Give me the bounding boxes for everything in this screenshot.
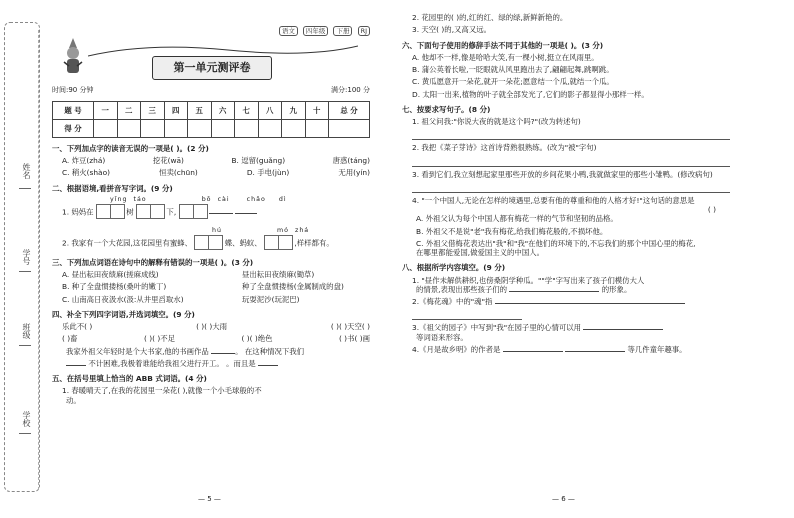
question-text: 蝶、蚂蚁、 [224,238,262,248]
score-input[interactable] [94,119,118,137]
cut-line [38,30,39,490]
option[interactable]: A. 炸豆(zhá) [62,156,106,165]
option[interactable]: B. 外祖父不是说"老"我有梅花,给我们梅花般的,不损坏他。 [416,226,608,236]
option[interactable]: A. 昼出耘田夜绩麻(搓麻成线) [62,270,159,280]
question-8-3 [402,323,730,332]
full-score: 满分:100 分 [331,86,370,94]
answer-blank[interactable] [503,351,563,352]
section-4-title: 四、补全下列四字词语,并选词填空。(9 分) [52,309,195,319]
left-page [52,10,370,510]
pinyin: dì [278,195,287,203]
option[interactable]: 恒卖(chūn) [159,168,198,178]
time-limit: 时间:90 分钟 [52,86,94,94]
name-line [19,188,31,189]
mascot-icon [60,36,86,76]
option[interactable]: 无用(yín) [338,168,370,178]
word-blank[interactable]: ( )( )天空( ) [330,322,370,332]
student-no-line [19,271,31,272]
sentence-text: 不计困难,我极着谁能给我祖父进行开工。 [88,358,224,368]
option[interactable]: B. 种了全盘惯搂杨(桑叶的嫩丁) [62,282,167,292]
option[interactable]: 种了全盘惯搂杨(金属制成的盘) [242,282,344,292]
question-text: 1. 妈妈在 [62,207,94,217]
sentence-text: 。而且是 [226,358,256,368]
question-7-2: 2. 我把《菜子芽诗》这首诗背熟很熟练。(改为"被"字句) [412,143,597,153]
page-number: — 5 — [198,495,221,504]
option[interactable]: C. 稍火(shào) [62,168,110,178]
score-input[interactable] [188,119,212,137]
answer-line[interactable] [412,181,730,193]
page-number: — 6 — [552,495,575,504]
answer-blank[interactable] [66,365,86,366]
pinyin: mó [277,226,289,234]
score-cell: 二 [117,101,141,119]
school-label: 学校 [22,411,31,427]
exam-meta [52,86,370,95]
student-no-label: 学号 [22,249,31,265]
section-3-title: 三、下列加点词语在诗句中的解释有错误的一项是( )。(3 分) [52,257,254,267]
pinyin: chǎo [246,195,266,203]
answer-blank[interactable] [258,365,278,366]
question-text: 等几件童年趣事。 [627,344,687,354]
pinyin: hú [212,226,222,234]
question-2-2 [52,235,370,252]
char-grid[interactable] [194,235,222,252]
answer-line[interactable] [412,308,522,320]
option[interactable]: B. 逗留(guǎng) [231,156,286,165]
word-row [52,322,370,331]
answer-blank[interactable] [235,213,257,214]
question-text: 的形象。 [601,284,632,294]
score-cell: 六 [211,101,235,119]
option[interactable]: B. 蒲公英着长啦,一眨眼就从风里跑出去了,翩翩起舞,跳啊跳。 [412,65,614,74]
score-cell: 四 [164,101,188,119]
question-text: 2.《梅花魂》中的"魂"指 [412,297,493,306]
option-row [52,168,370,177]
grade-tags [276,26,370,36]
answer-line[interactable] [412,155,730,167]
exam-header [52,10,370,82]
option[interactable]: 挖花(wā) [152,156,184,165]
page-title: 第一单元测评卷 [152,56,272,80]
score-cell: 五 [188,101,212,119]
score-value-row [53,119,370,137]
answer-blank[interactable] [565,351,625,352]
question-7-4: 4. "一个中国人,无论在怎样的境遇里,总要有他的尊重和他的人格才好!"这句话的意思是 [412,195,695,205]
binding-margin [4,22,40,492]
fill-sentence [52,347,370,356]
score-cell: 题 号 [53,101,94,119]
word-row [52,334,370,343]
question-5-1-cont: 动。 [66,395,81,405]
sentence-text: 在这种情况下我们 [244,346,305,356]
pinyin: cài [217,195,230,203]
sentence-text: 。 [235,346,243,356]
score-input[interactable] [117,119,141,137]
score-input[interactable] [282,119,306,137]
option[interactable]: 昼出耘田夜绩麻(锄草) [242,270,315,280]
question-text: ,样样都有。 [294,238,334,248]
question-5-3: 3. 天空( )的,又高又远。 [412,25,491,35]
pinyin-row [52,196,370,204]
section-1-title: 一、下列加点字的读音无误的一项是( )。(2 分) [52,143,209,153]
answer-blank[interactable] [583,329,663,330]
word-blank[interactable]: ( )( )绝色 [241,334,273,344]
option[interactable]: D. 太阳一出来,植物的叶子就全部发光了,它们的影子都显得小那样一样。 [412,89,649,99]
question-8-3-cont: 等词语来形容。 [416,332,468,342]
answer-paren[interactable]: ( ) [707,205,716,214]
class-label: 班级 [22,323,31,339]
score-cell: 一 [94,101,118,119]
option[interactable]: C. 山南高日夜汲水(汲:从井里舀取水) [62,294,184,304]
question-8-4 [402,345,730,354]
right-page [402,10,730,510]
grade-tag: 语文 [279,26,298,36]
score-cell: 三 [141,101,165,119]
name-label: 姓名 [22,163,31,179]
question-text: 4.《月是故乡明》的作者是 [412,344,501,354]
score-input[interactable] [164,119,188,137]
question-text: 树 [126,207,134,217]
score-input[interactable] [258,119,282,137]
question-text: 3.《祖父的园子》中写到"我"在园子里的心情可以用 [412,323,582,333]
option-row [52,156,370,165]
pinyin: bō [201,195,212,203]
question-text: 2. 我家有一个大花园,这花园里有蜜蜂、 [62,238,193,248]
answer-blank[interactable] [509,291,599,292]
grade-tag: 下册 [333,26,352,36]
word-blank[interactable]: ( )书( )画 [338,334,370,344]
option-cont: 在哪里都能爱国,做爱国主义的中国人。 [416,248,544,257]
score-cell: 九 [282,101,306,119]
option[interactable]: C. 外祖父借梅花表达出"我"和"我"在他们的环境下的,不忘我们的那个中国心里的梅花, [416,238,696,248]
char-grid[interactable] [264,235,292,252]
fill-sentence [52,359,370,368]
section-7-title: 七、按要求写句子。(8 分) [402,104,491,114]
pinyin-row [52,227,370,235]
section-2-title: 二、根据语境,看拼音写字词。(9 分) [52,183,173,193]
score-cell: 十 [305,101,329,119]
question-5-2: 2. 花园里的( )的,红的红、绿的绿,新鲜新艳的。 [412,13,568,22]
section-6-title: 六、下面句子使用的修辞手法不同于其他的一项是( )。(3 分) [402,40,604,50]
score-header-row [53,101,370,119]
char-grid[interactable] [96,204,124,221]
question-text: 下, [166,207,177,217]
word-blank[interactable]: ( )畜 [62,334,78,344]
score-cell: 七 [235,101,259,119]
word-blank[interactable]: ( )( )不足 [143,334,175,344]
option[interactable]: C. 黄瓜愿意开一朵花,就开一朵花;愿意结一个瓜,就结一个瓜。 [412,77,614,87]
option[interactable]: A. 他却不一样,像是哈哈大笑,有一棵小树,挺立在风雨里。 [412,52,599,62]
section-8-title: 八、根据所学内容填空。(9 分) [402,263,506,273]
score-input[interactable] [141,119,165,137]
pinyin: yǐng [110,195,128,203]
grade-tag: 四年级 [303,26,329,36]
score-input[interactable] [305,119,329,137]
word-blank[interactable]: 乐此不( ) [62,322,93,332]
score-cell: 得 分 [53,119,94,137]
option[interactable]: 玩耍泥沙(玩泥巴) [242,294,300,304]
pinyin: táo [133,195,147,203]
question-2-1 [52,204,370,221]
answer-line[interactable] [412,128,730,140]
score-cell: 总 分 [329,101,370,119]
option-row [52,282,370,291]
option-row [52,295,370,304]
score-input[interactable] [211,119,235,137]
question-5-1: 1. 春暖晴天了,在我的花园里一朵花( ),就像一个小毛球般的不 [62,386,262,396]
class-line [19,345,31,346]
word-blank[interactable]: ( )( )大雨 [196,322,228,332]
option[interactable]: D. 手电(jùn) [246,168,290,178]
question-8-1-cont [402,285,730,294]
pinyin: zhá [295,226,310,234]
school-line [19,433,31,434]
option[interactable]: 唐惑(táng) [332,156,370,165]
char-grid[interactable] [136,204,164,221]
question-7-3: 3. 看到它们,我立刻想起家里那些开放的乡间花果小鸭,我就做家里的那些小雏鸭。(修改病句) [412,169,713,179]
score-table [52,101,370,138]
score-input[interactable] [329,119,370,137]
score-cell: 八 [258,101,282,119]
answer-blank[interactable] [495,303,685,304]
sentence-text: 我家外祖父年轻时是个大书家,他的书画作品 [66,346,209,356]
char-grid[interactable] [179,204,207,221]
section-5-title: 五、在括号里填上恰当的 ABB 式词语。(4 分) [52,374,207,384]
question-7-1: 1. 祖父问我:"你说大夜的就是这个吗?"(改为转述句) [412,117,581,126]
score-input[interactable] [235,119,259,137]
question-8-1: 1. "昼作未解供耕织,也傍桑阴学种瓜。""学"字写出来了孩子们模仿大人 [412,275,645,285]
answer-blank[interactable] [211,353,235,354]
grade-tag: RJ [358,26,370,36]
option[interactable]: A. 外祖父认为每个中国人都有梅花一样的气节和坚韧的品格。 [416,214,618,224]
question-8-2 [402,297,730,306]
option-row [52,270,370,279]
answer-blank[interactable] [209,213,233,214]
question-text: 的情景,表现出那些孩子们的 [416,284,508,294]
